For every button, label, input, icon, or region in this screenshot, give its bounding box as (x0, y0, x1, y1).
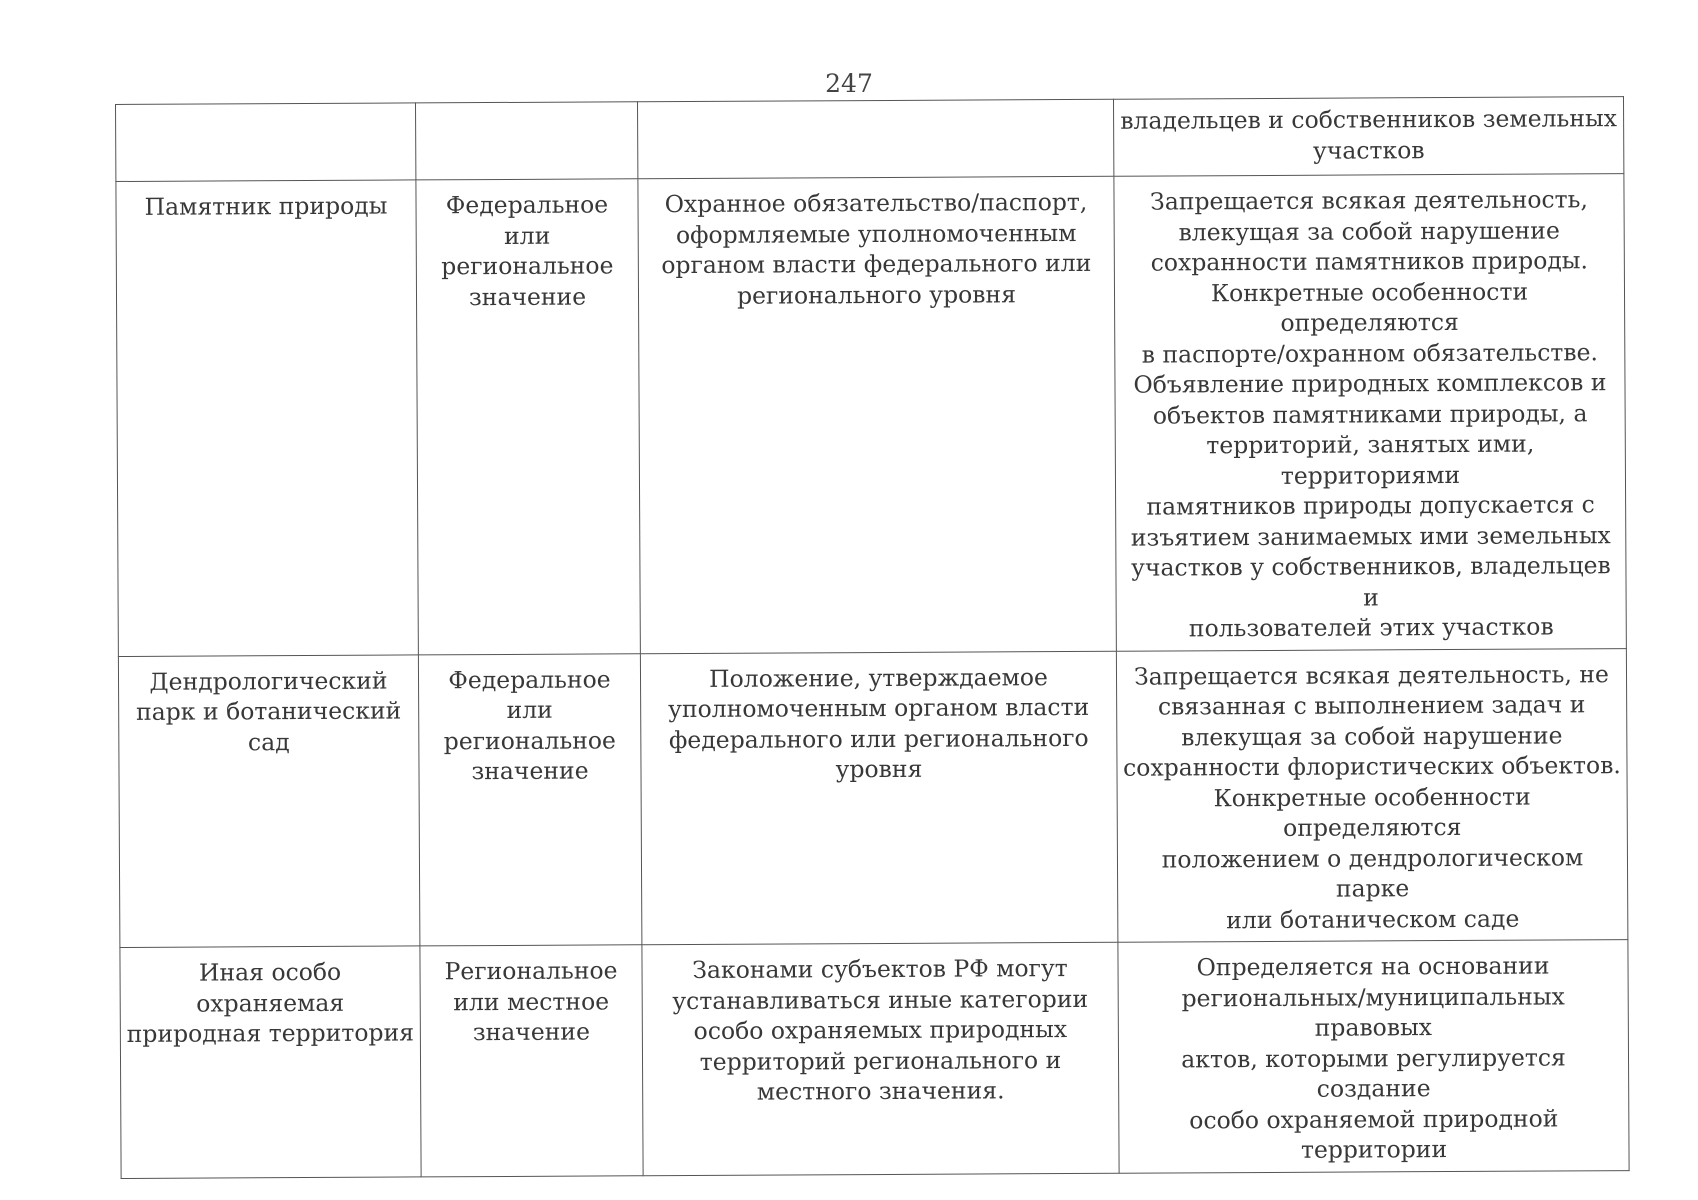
table-cell-category: Памятник природы (116, 180, 418, 656)
table-cell-significance (415, 102, 637, 180)
table-cell-regime: Запрещается всякая деятельность, не связанная с выполнением задач и влекущая за собой нарушение сохранности флористических объектов. Конкретные особенности определяются положением о дендрологическом парке или ботаническом саде (1116, 648, 1628, 942)
table-row (116, 97, 1624, 182)
protected-areas-table (115, 96, 1630, 1178)
table-cell-document: Положение, утверждаемое уполномоченным органом власти федерального или регионального уровня (640, 651, 1118, 945)
table-cell-category (116, 103, 416, 182)
table-row (116, 174, 1626, 656)
table-cell-significance: Региональное или местное значение (420, 945, 643, 1177)
table-row (120, 940, 1629, 1178)
table-cell-regime: Определяется на основании региональных/муниципальных правовых актов, которыми регулируется создание особо охраняемой природной территории (1118, 940, 1629, 1173)
table-cell-significance: Федеральное или региональное значение (416, 179, 640, 655)
table-cell-document (637, 99, 1113, 178)
page-number: 247 (825, 69, 873, 98)
table-cell-regime: владельцев и собственников земельных участков (1113, 97, 1623, 177)
table-cell-significance: Федеральное или региональное значение (418, 653, 642, 946)
table-cell-document: Охранное обязательство/паспорт, оформляемые уполномоченным органом власти федерального или регионального уровня (638, 176, 1116, 653)
table-cell-category: Дендрологический парк и ботанический сад (118, 654, 420, 947)
table-row (118, 648, 1628, 947)
table-cell-regime: Запрещается всякая деятельность, влекущая за собой нарушение сохранности памятников природы. Конкретные особенности определяются в паспорте/охранном обязательстве. Объявление природных комплексов и объектов памятниками природы, а территорий, занятых ими, территориями памятников природы допускается с изъятием занимаемых ими земельных участков у собственников, владельцев и пользователей этих участков (1114, 174, 1626, 651)
table-cell-category: Иная особо охраняемая природная территория (120, 946, 421, 1178)
table-cell-document: Законами субъектов РФ могут устанавливаться иные категории особо охраняемых природных территорий регионального и местного значения. (642, 942, 1119, 1175)
